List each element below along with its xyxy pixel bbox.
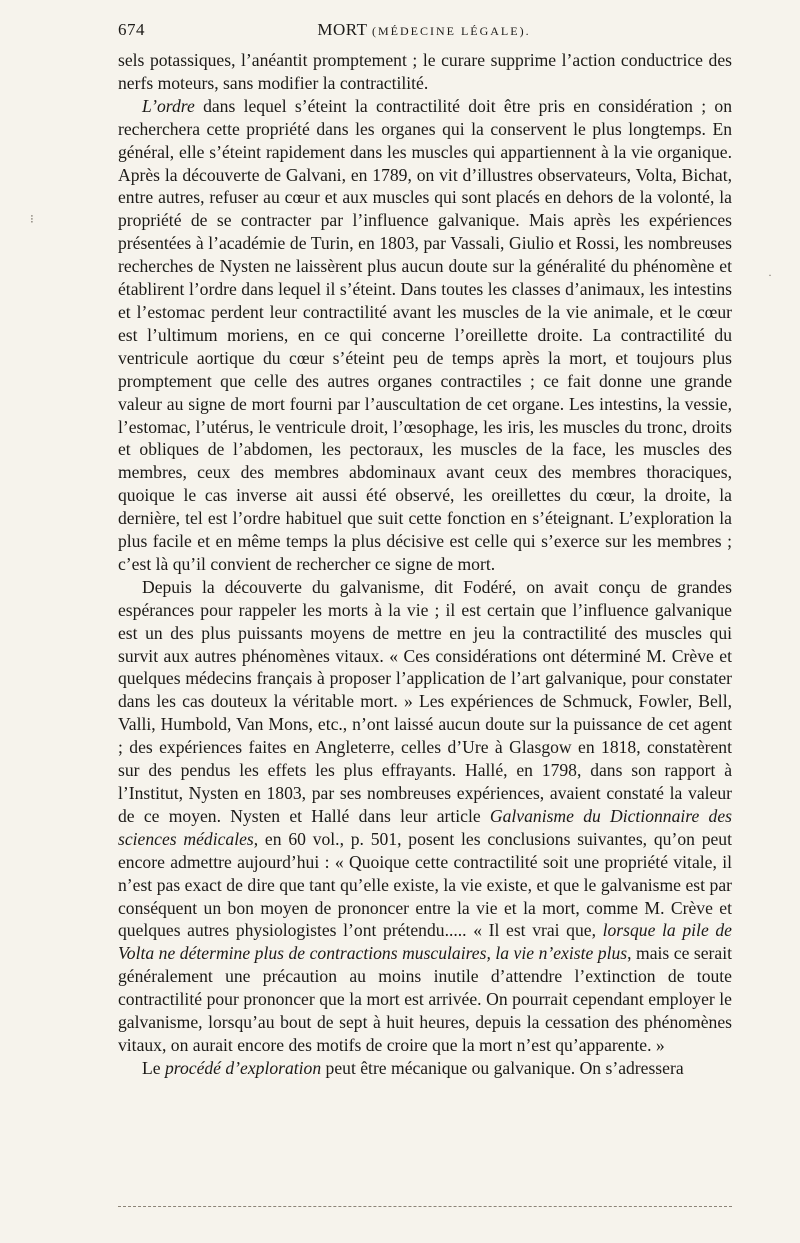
text-run: Le bbox=[142, 1057, 165, 1078]
margin-mark: ⁝ bbox=[30, 212, 34, 226]
margin-mark: · bbox=[768, 268, 772, 282]
body-text bbox=[118, 49, 732, 1080]
running-title bbox=[118, 20, 730, 40]
paragraph bbox=[118, 576, 732, 1057]
paragraph bbox=[118, 1057, 732, 1080]
text-run: Depuis la découverte du galvanisme, dit Fodéré, on avait conçu de grandes espérances pour rappeler les morts à la vie ; il est certain que l’influence galvanique est un des plus puissants moyens de mettre en jeu la contractilité des muscles qui survit aux autres phénomènes vitaux. « Ces considérations ont déterminé M. Crève et quelques médecins français à proposer l’application de l’art galvanique, pour constater dans les cas douteux la véritable mort. » Les expériences de Schmuck, Fowler, Bell, Valli, Humbold, Van Mons, etc., n’ont laissé aucun doute sur la puissance de cet agent ; des expériences faites en Angleterre, celles d’Ure à Glasgow en 1818, constatèrent sur des pendus les effets les plus effrayants. Hallé, en 1798, dans son rapport à l’Institut, Nysten en 1803, par ses nombreuses expériences, avaient constaté la valeur de ce moyen. Nysten et Hallé dans leur article bbox=[118, 576, 732, 826]
paragraph bbox=[118, 95, 732, 576]
text-run: , en 60 vol., p. 501, posent les conclusions suivantes, qu’on peut encore admettre aujourd’hui : « Quoique cette contractilité soit une propriété vitale, il n’est pas exact de dire que tant qu’elle existe, la vie existe, et que le galvanisme est par conséquent un bon moyen de prononcer entre la vie et la mort, comme M. Crève et quelques autres physiologistes l’ont prétendu..... « Il est vrai que, bbox=[118, 828, 732, 941]
running-title-subtitle: (MÉDECINE LÉGALE). bbox=[371, 24, 531, 38]
text-run: peut être mécanique ou galvanique. On s’adressera bbox=[321, 1057, 684, 1078]
text-run: dans lequel s’éteint la contractilité doit être pris en considération ; on recherchera cette propriété dans les organes qui la conservent le plus longtemps. En général, elle s’éteint rapidement dans les muscles qui appartiennent à la vie organique. Après la découverte de Galvani, en 1789, on vit d’illustres observateurs, Volta, Bichat, entre autres, refuser au cœur et aux muscles qui sont placés en dehors de la volonté, la propriété de se contracter par l’influence galvanique. Mais après les expériences présentées à l’académie de Turin, en 1803, par Vassali, Giulio et Rossi, les nombreuses recherches de Nysten ne laissèrent plus aucun doute sur la généralité du phénomène et établirent l’ordre dans lequel il s’éteint. Dans toutes les classes d’animaux, les intestins et l’estomac perdent leur contractilité avant les muscles de la vie animale, et le cœur est l’ultimum moriens, en ce qui concerne l’oreillette droite. La contractilité du ventricule aortique du cœur s’éteint peu de temps après la mort, et toujours plus promptement que celle des autres organes contractiles ; ce fait donne une grande valeur au signe de mort fourni par l’auscultation de cet organe. Les intestins, la vessie, l’estomac, l’utérus, le ventricule droit, l’œsophage, les iris, les muscles du tronc, droits et obliques de l’abdomen, les pectoraux, les muscles de la face, les muscles des membres, ceux des membres abdominaux avant ceux des membres thoraciques, quoique le cas inverse ait aussi été observé, les oreillettes du cœur, la droite, la dernière, tel est l’ordre habituel que suit cette fonction en s’éteignant. L’exploration la plus facile et en même temps la plus décisive est celle qui s’exerce sur les membres ; c’est là qu’il convient de rechercher ce signe de mort. bbox=[118, 95, 732, 574]
paragraph bbox=[118, 49, 732, 95]
italic-run: lorsque la pile de Volta ne détermine plus de contractions musculaires, la vie n’existe plus bbox=[118, 920, 732, 964]
footer-rule bbox=[118, 1206, 732, 1207]
page-number: 674 bbox=[118, 20, 145, 39]
running-header bbox=[118, 20, 730, 46]
running-title-main: MORT bbox=[317, 20, 368, 39]
text-run: sels potassiques, l’anéantit promptement ; le curare supprime l’action conductrice des nerfs moteurs, sans modifier la contractilité. bbox=[118, 50, 732, 93]
italic-run: L’ordre bbox=[142, 95, 195, 116]
italic-run: procédé d’exploration bbox=[164, 1057, 322, 1078]
italic-run: Galvanisme du Dictionnaire des sciences médicales bbox=[118, 805, 732, 849]
text-run: , mais ce serait généralement une précaution au moins inutile d’attendre l’extinction de toute contractilité pour prononcer que la mort est arrivée. On pourrait cependant employer le galvanisme, lorsqu’au bout de sept à huit heures, depuis la cessation des phénomènes vitaux, on aurait encore des motifs de croire que la mort n’est qu’apparente. » bbox=[118, 943, 732, 1055]
